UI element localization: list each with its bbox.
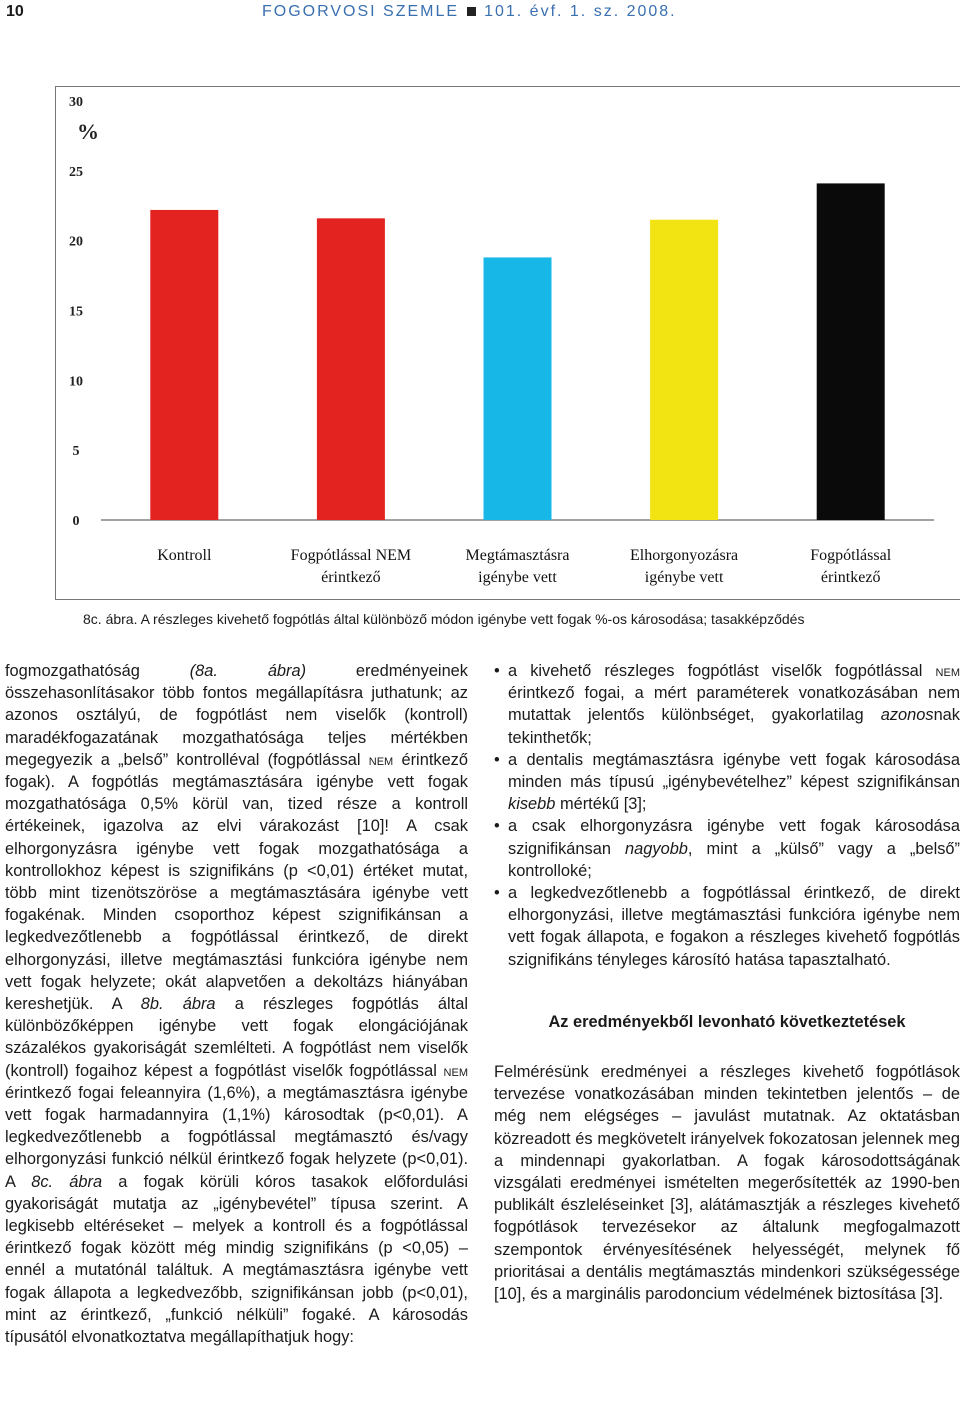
body-text: a legkedvezőtlenebb a fogpótlással érintkező, de direkt elhorgonyzási, illetve megtámasztási funkcióra igénybe nem vett fogak állapota, e fogakon a részleges kivehető fogpótlás szignifikáns tényleges károsító hatása tapasztalható.	[508, 884, 960, 969]
figure-caption: 8c. ábra. A részleges kivehető fogpótlás által különböző módon igénybe vett fogak %-os károsodása; tasakképződés	[83, 611, 805, 627]
findings-list	[494, 660, 960, 971]
body-text: a fogak körüli kóros tasakok előfordulási gyakoriságát mutatja az „igénybevétel” típusa szerint. A legkisebb eltéréseket – melyek a kontroll és a fogpótlással érintkező fogak között még mindig szignifikáns (p <0,05) – ennél a mutatónál találtuk. A megtámasztásra igénybe vett fogak állapota a legkedvezőbb, szignifikánsan jobb (p<0,01), mint az érintkező, „funkció nélküli” fogaké. A károsodás típusától elvonatkoztatva megállapíthatjuk hogy:	[5, 1172, 468, 1347]
list-item	[494, 882, 960, 971]
y-tick-label: 0	[72, 514, 80, 529]
x-tick-label: Megtámasztásra	[465, 547, 570, 564]
body-text: a részleges fogpótlás által különbözőképpen igénybe vett fogak elongációjának százalékos gyakoriságát szemlélteti. A fogpótlást nem viselők (kontroll) fogaihoz képest a fogpótlást viselők fogpótlással	[5, 995, 468, 1080]
body-text: érintkező fogai, a mért paraméterek vonatkozásában nem mutattak jelentős különbséget, gyakorlatilag	[508, 684, 960, 725]
body-paragraph	[5, 660, 468, 1348]
x-tick-label: érintkező	[820, 569, 881, 586]
body-text: fogmozgathatóság	[5, 662, 190, 680]
journal-title	[262, 3, 677, 21]
y-tick-label: 5	[72, 444, 80, 460]
body-text: mértékű [3];	[555, 795, 647, 814]
x-tick-label: igénybe vett	[644, 569, 724, 586]
body-text: a csak elhorgonyzásra igénybe vett fogak károsodása szignifikánsan	[508, 817, 960, 858]
body-text: eredményeinek összehasonlításakor több fontos megállapításra juthatunk; az azonos osztályú, de fogpótlást nem viselők (kontroll) maradékfogazatának mozgathatósága teljes mértékben megegyezik a „belső” kontrolléval (fogpótlással	[5, 662, 468, 769]
list-item	[494, 660, 960, 749]
y-tick-label: 30	[69, 95, 83, 110]
emphasized-text: 8b. ábra	[140, 995, 216, 1014]
bar	[484, 257, 552, 520]
x-tick-label: Elhorgonyozásra	[630, 547, 739, 564]
body-text: érintkező fogak). A fogpótlás megtámasztására igénybe vett fogak mozgathatósága 0,5% körül van, tized része a kontroll értékeinek, igazolva az elvi várakozást [10]! A csak elhorgonyzásra igénybe vett fogak mozgathatósága a kontrollokhoz képest is szignifikáns (p <0,01) értéket mutat, több mint tizenötszöröse a megtámasztására igénybe vett fogakénak. Minden csoporthoz képest szignifikánsan a legkedvezőtlenebb a fogpótlással érintkező, de direkt elhorgonyzási, illetve megtámasztási funkcióra igénybe nem vett fogak helyzete; okát alapvetően a dekoltázs hiányában kereshetjük. A	[5, 750, 468, 1014]
x-tick-label: Fogpótlással NEM	[290, 547, 412, 564]
emphasized-text: nem	[443, 1061, 468, 1080]
chart-svg	[56, 87, 960, 599]
body-text: , mint a „külső” vagy a „belső” kontrolloké;	[508, 839, 960, 880]
y-axis-label: %	[77, 119, 99, 144]
emphasized-text: nagyobb	[625, 839, 688, 858]
emphasized-text: azonos	[880, 706, 934, 725]
x-tick-label: érintkező	[321, 569, 381, 586]
emphasized-text: 8c. ábra	[31, 1172, 103, 1191]
emphasized-text: nem	[368, 750, 394, 769]
list-item	[494, 815, 960, 882]
right-column	[494, 660, 960, 1305]
page-number: 10	[6, 3, 24, 20]
y-tick-label: 10	[69, 374, 83, 390]
x-tick-label: Kontroll	[157, 547, 212, 564]
x-tick-label: Fogpótlással	[810, 547, 892, 564]
left-column	[5, 660, 468, 1348]
separator-square-icon	[467, 7, 476, 16]
body-text: nak tekinthetők;	[508, 706, 960, 747]
list-item	[494, 749, 960, 816]
bar-chart	[55, 86, 960, 600]
bar	[150, 210, 218, 520]
body-text: a dentalis megtámasztásra igénybe vett fogak károsodása minden más típusú „igénybevételhez” képest szignifikánsan	[508, 750, 960, 792]
y-tick-label: 20	[69, 234, 83, 250]
emphasized-text: nem	[935, 662, 960, 680]
body-text: érintkező fogai feleannyira (1,6%), a megtámasztásra igénybe vett fogak harmadannyira (1,1%) károsodtak (p<0,01). A legkedvezőtlenebb a fogpótlással megtámasztó és/vagy elhorgonyzási funkció nélkül érintkező fogak helyzete (p<0,01). A	[5, 1083, 468, 1191]
bar	[817, 183, 885, 520]
body-text: a kivehető részleges fogpótlást viselők fogpótlással	[508, 662, 936, 680]
emphasized-text: kisebb	[508, 795, 556, 814]
section-heading: Az eredményekből levonható következtetések	[548, 1012, 906, 1031]
y-tick-label: 15	[69, 304, 83, 320]
x-tick-label: igénybe vett	[478, 569, 557, 586]
journal-issue: 101. évf. 1. sz. 2008.	[484, 3, 677, 20]
page-header	[0, 0, 960, 30]
journal-name: FOGORVOSI SZEMLE	[262, 3, 460, 20]
bar	[317, 218, 385, 520]
conclusion-paragraph: Felmérésünk eredményei a részleges kivehető fogpótlások tervezése vonatkozásában minden tekintetben jelentős – de még nem elégséges – javulást mutatnak. Az oktatásban közreadott és megkövetelt irányelvek fokozatosan jelennek meg a mindennapi gyakorlatban. A fogak károsodottságának vizsgálati eredményei ismételten megerősítették az 1990-ben publikált észleléseinket [3], alátámasztják a részleges kivehető fogpótlások tervezésekor az általunk megfogalmazott szempontok érvényesítésének helyességét, melynek fő prioritásai a dentális megtámasztás mindenkori szükségessége [10], és a marginális parodoncium védelmének biztosítása [3].	[494, 1063, 960, 1304]
y-tick-label: 25	[69, 164, 83, 180]
bar	[650, 220, 718, 520]
emphasized-text: (8a. ábra)	[189, 662, 307, 680]
